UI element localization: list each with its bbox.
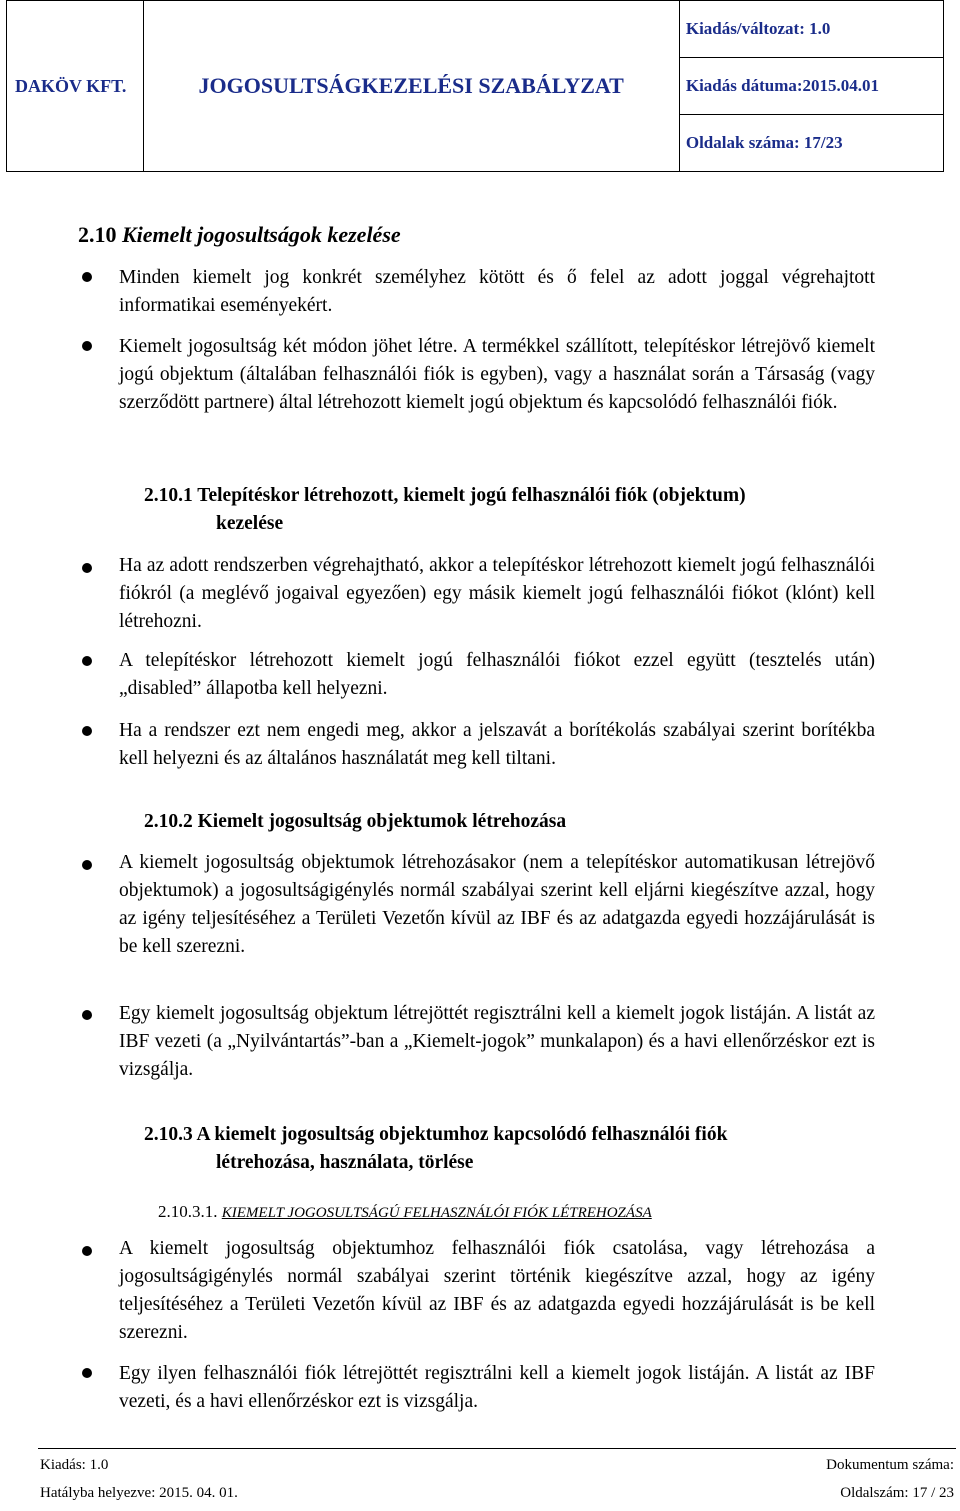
- section-title: Kiemelt jogosultságok kezelése: [122, 222, 401, 247]
- subsubsection-number: 2.10.3.1.: [158, 1202, 218, 1221]
- subsubsection-heading: [158, 1202, 652, 1222]
- bullet-icon: [82, 1368, 92, 1378]
- company-name: DAKÖV KFT.: [7, 1, 144, 172]
- document-title: JOGOSULTSÁGKEZELÉSI SZABÁLYZAT: [143, 1, 679, 172]
- subsection-heading: 2.10.1 Telepítéskor létrehozott, kiemelt jogú felhasználói fiók (objektum): [144, 485, 746, 506]
- edition-version: Kiadás/változat: 1.0: [679, 1, 943, 58]
- paragraph: A telepítéskor létrehozott kiemelt jogú felhasználói fiókot ezzel együtt (tesztelés után) „disabled” állapotba kell helyezni.: [119, 650, 875, 699]
- section-number: 2.10: [78, 222, 117, 247]
- footer-effective-date: Hatályba helyezve: 2015. 04. 01.: [40, 1485, 238, 1501]
- paragraph: A kiemelt jogosultság objektumok létrehozásakor (nem a telepítéskor automatikusan létrejövő objektumok) a jogosultságigénylés normál szabályai szerint kell eljárni kiegészítve azzal, hogy az igény teljesítéséhez a Területi Vezetőn kívül az IBF és az adatgazda egyedi hozzájárulását is be kell szerezni.: [119, 852, 875, 957]
- paragraph: Ha az adott rendszerben végrehajtható, akkor a telepítéskor létrehozott kiemelt jogú felhasználói fiókról (a meglévő jogaival egyezően) egy másik kiemelt jogú felhasználói fiókot (klónt) kell létrehozni.: [119, 555, 875, 632]
- subsection-heading: 2.10.3 A kiemelt jogosultság objektumhoz kapcsolódó felhasználói fiók: [144, 1124, 728, 1145]
- edition-date: Kiadás dátuma:2015.04.01: [679, 58, 943, 115]
- bullet-icon: [82, 860, 92, 870]
- footer-edition: Kiadás: 1.0: [40, 1457, 109, 1473]
- subsection-heading-cont: létrehozása, használata, törlése: [216, 1152, 474, 1173]
- bullet-icon: [82, 1010, 92, 1020]
- document-header: [6, 0, 944, 172]
- footer-page-number: Oldalszám: 17 / 23: [840, 1485, 954, 1501]
- paragraph: Minden kiemelt jog konkrét személyhez kötött és ő felel az adott joggal végrehajtott informatikai eseményekért.: [119, 267, 875, 316]
- footer-divider: [38, 1448, 956, 1449]
- paragraph: Ha a rendszer ezt nem engedi meg, akkor a jelszavát a borítékolás szabályai szerint borítékba kell helyezni és az általános használatát meg kell tiltani.: [119, 720, 875, 769]
- subsection-heading-cont: kezelése: [216, 513, 284, 534]
- bullet-icon: [82, 1246, 92, 1256]
- bullet-icon: [82, 272, 92, 282]
- bullet-icon: [82, 563, 92, 573]
- paragraph: Kiemelt jogosultság két módon jöhet létre. A termékkel szállított, telepítéskor létrejövő kiemelt jogú objektum (általában felhasználói fiók is egyben), vagy a használat során a Társaság (vagy szerződött partnere) által létrehozott kiemelt jogú objektum és kapcsolódó felhasználói fiók.: [119, 336, 875, 413]
- paragraph: A kiemelt jogosultság objektumhoz felhasználói fiók csatolása, vagy létrehozása a jogosultságigénylés normál szabályai szerint történik kiegészítve azzal, hogy az igény teljesítéséhez a Területi Vezetőn kívül az IBF és az adatgazda egyedi hozzájárulását is be kell szerezni.: [119, 1238, 875, 1343]
- paragraph: Egy kiemelt jogosultság objektum létrejöttét regisztrálni kell a kiemelt jogok listáján. A listát az IBF vezeti (a „Nyilvántartás”-ban a „Kiemelt-jogok” munkalapon) és a havi ellenőrzéskor ezt is vizsgálja.: [119, 1003, 875, 1080]
- section-heading: [78, 222, 401, 248]
- paragraph: Egy ilyen felhasználói fiók létrejöttét regisztrálni kell a kiemelt jogok listáján. A listát az IBF vezeti, és a havi ellenőrzéskor ezt is vizsgálja.: [119, 1363, 875, 1412]
- footer-doc-number: Dokumentum száma:: [826, 1457, 954, 1473]
- bullet-icon: [82, 341, 92, 351]
- bullet-icon: [82, 726, 92, 736]
- page-count: Oldalak száma: 17/23: [679, 115, 943, 172]
- subsection-heading: 2.10.2 Kiemelt jogosultság objektumok létrehozása: [144, 811, 567, 832]
- subsubsection-title: KIEMELT JOGOSULTSÁGÚ FELHASZNÁLÓI FIÓK LÉTREHOZÁSA: [221, 1205, 652, 1221]
- bullet-icon: [82, 656, 92, 666]
